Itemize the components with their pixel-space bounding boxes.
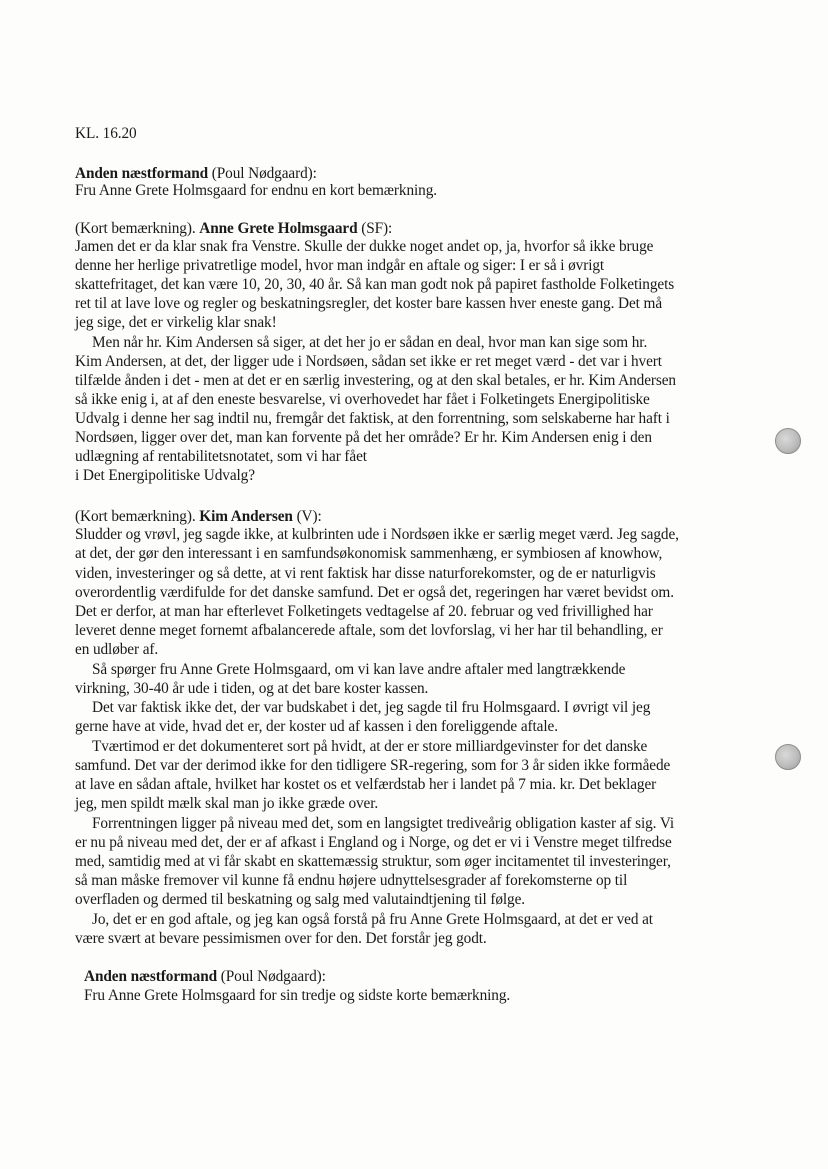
text-line: gerne have at vide, hvad det er, der koster ud af kassen i den foreliggende aftale.: [75, 718, 558, 735]
text-line: ret til at lave love og regler og beskatningsregler, det koster bare kassen hver eneste gang. Det må: [75, 295, 663, 312]
speaker-detail: (V):: [292, 508, 322, 525]
text-line: Tværtimod er det dokumenteret sort på hvidt, at der er store milliardgevinster for det danske: [92, 738, 648, 755]
text-line: Fru Anne Grete Holmsgaard for endnu en kort bemærkning.: [75, 182, 437, 199]
punch-hole-icon: [775, 744, 801, 770]
speaker-name: Anne Grete Holmsgaard: [199, 220, 358, 237]
text-line: Forrentningen ligger på niveau med det, som en langsigtet trediveårig obligation kaster af sig. Vi: [92, 815, 675, 832]
text-line: i Det Energipolitiske Udvalg?: [75, 467, 255, 484]
text-line: overordentlig værdifulde for det danske samfund. Det er også det, regeringen har været bevidst om.: [75, 584, 674, 601]
text-line: at lave en sådan aftale, hvilket har kostet os et velfærdstab her i landet på 7 mia. kr. Det beklager: [75, 776, 657, 793]
text-line: så ikke enig i, at af den eneste besvarelse, vi overhovedet har fået i Folketingets Energipolitiske: [75, 391, 650, 408]
speaker-prefix: (Kort bemærkning).: [75, 508, 200, 525]
text-line: Udvalg i denne her sag indtil nu, fremgår det faktisk, at den forrentning, som selskaberne har haft i: [75, 410, 670, 427]
speaker-heading: [75, 220, 392, 238]
speaker-name: Anden næstformand: [75, 165, 209, 182]
text-line: så man måske fremover vil kunne få endnu højere udnyttelsesgrader af forekomsterne op til: [75, 872, 628, 889]
text-line: denne her herlige privatretlige model, hvor man indgår en aftale og siger: I er så i øvrigt: [75, 257, 605, 274]
text-line: tilfælde ånden i det - men at det er en særlig investering, og at den skal betales, er hr. Kim Andersen: [75, 372, 676, 389]
time-header: KL. 16.20: [75, 125, 137, 142]
text-line: Men når hr. Kim Andersen så siger, at det her jo er sådan en deal, hvor man kan sige som hr.: [92, 334, 648, 351]
text-line: udlægning af rentabilitetsnotatet, som vi har fået: [75, 448, 367, 465]
text-line: samfund. Det var der derimod ikke for den tidligere SR-regering, som for 3 år siden ikke formåede: [75, 757, 671, 774]
punch-hole-icon: [775, 428, 801, 454]
text-line: virkning, 30-40 år ude i tiden, og at det bare koster kassen.: [75, 680, 429, 697]
text-line: en udløber af.: [75, 641, 159, 658]
text-line: leveret denne meget fornemt afbalancerede aftale, som det lovforslag, vi her har til behandling, er: [75, 622, 663, 639]
speaker-name: Anden næstformand: [84, 968, 218, 985]
text-line: med, samtidig med at vi får skabt en skattemæssig struktur, som øger incitamentet til investeringer,: [75, 853, 671, 870]
text-line: jeg sige, det er virkelig klar snak!: [75, 314, 277, 331]
text-line: er nu på niveau med det, der er af afkast i England og i Norge, og det er vi i Venstre meget tilfredse: [75, 834, 672, 851]
text-line: Det er derfor, at man har efterlevet Folketingets vedtagelse af 20. februar og ved frivillighed har: [75, 603, 653, 620]
text-line: viden, investeringer og så dette, at vi rent faktisk har disse naturforekomster, og de er naturligvis: [75, 565, 656, 582]
speaker-prefix: (Kort bemærkning).: [75, 220, 200, 237]
text-line: jeg, men spildt mælk skal man jo ikke græde over.: [75, 795, 379, 812]
speaker-name: Kim Andersen: [199, 508, 293, 525]
text-line: Jamen det er da klar snak fra Venstre. Skulle der dukke noget andet op, ja, hvorfor så ikke bruge: [75, 238, 654, 255]
text-line: Nordsøen, ligger over det, man kan forvente på det her område? Er hr. Kim Andersen enig i den: [75, 429, 652, 446]
text-line: skattefritaget, det kan være 10, 20, 30, 40 år. Så kan man godt nok på papiret fastholde Folketingets: [75, 276, 675, 293]
text-line: Jo, det er en god aftale, og jeg kan også forstå på fru Anne Grete Holmsgaard, at det er ved at: [92, 911, 653, 928]
speaker-heading: [75, 165, 317, 183]
speaker-heading: [84, 968, 326, 986]
text-line: Sludder og vrøvl, jeg sagde ikke, at kulbrinten ude i Nordsøen ikke er særlig meget værd. Jeg sagde,: [75, 526, 679, 543]
text-line: være svært at bevare pessimismen over for den. Det forstår jeg godt.: [75, 930, 487, 947]
speaker-detail: (Poul Nødgaard):: [208, 165, 317, 182]
text-line: Fru Anne Grete Holmsgaard for sin tredje og sidste korte bemærkning.: [84, 987, 511, 1004]
speaker-detail: (SF):: [357, 220, 393, 237]
text-line: at det, der gør den interessant i en samfundsøkonomisk sammenhæng, er symbiosen af knowhow,: [75, 545, 663, 562]
speaker-detail: (Poul Nødgaard):: [217, 968, 326, 985]
text-line: Kim Andersen, at det, der ligger ude i Nordsøen, sådan set ikke er ret meget værd - det var i hvert: [75, 353, 662, 370]
text-line: overfladen og dermed til beskatning og salg med valutaindtjening til følge.: [75, 891, 526, 908]
speaker-heading: [75, 508, 322, 526]
text-line: Så spørger fru Anne Grete Holmsgaard, om vi kan lave andre aftaler med langtrækkende: [92, 661, 626, 678]
text-line: Det var faktisk ikke det, der var budskabet i det, jeg sagde til fru Holmsgaard. I øvrigt vil jeg: [92, 699, 651, 716]
